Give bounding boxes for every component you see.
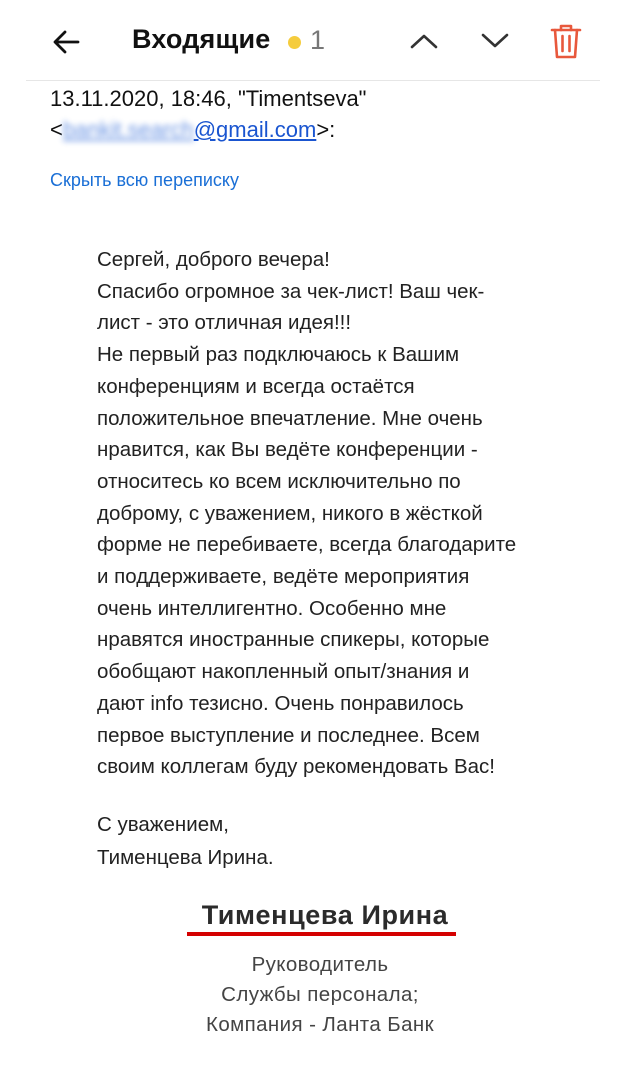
- previous-message-button[interactable]: [407, 26, 441, 56]
- message-date-sender: 13.11.2020, 18:46, "Timentseva": [50, 86, 367, 111]
- closing-line: С уважением,: [97, 813, 229, 836]
- email-close-bracket: >:: [316, 117, 336, 142]
- body-line: лист - это отличная идея!!!: [97, 311, 352, 335]
- chevron-up-icon: [409, 32, 439, 50]
- body-line: нравится, как Вы ведёте конференции -: [97, 438, 478, 462]
- delete-button[interactable]: [548, 22, 584, 60]
- chevron-down-icon: [480, 32, 510, 50]
- message-closing: [97, 808, 274, 874]
- sender-email-line: [50, 117, 335, 143]
- arrow-left-icon: [52, 30, 80, 54]
- signature-role-line: Службы персонала;: [221, 983, 419, 1006]
- signature-name: Тименцева Ирина: [201, 900, 449, 930]
- signature-role-line: Компания - Ланта Банк: [205, 1013, 434, 1036]
- body-line: Сергей, доброго вечера!: [97, 248, 330, 271]
- body-line: конференциям и всегда остаётся: [97, 374, 415, 398]
- body-line: Спасибо огромное за чек-лист! Ваш чек-: [97, 279, 485, 303]
- sender-email-user-blurred: bankit.search: [62, 117, 194, 142]
- signature-underline: [187, 932, 456, 936]
- sender-email-link[interactable]: @gmail.com: [193, 117, 317, 142]
- signature-role-line: Руководитель: [251, 953, 389, 976]
- closing-line: Тименцева Ирина.: [97, 846, 274, 869]
- body-line: Не первый раз подключаюсь к Вашим: [97, 343, 460, 367]
- hide-thread-link[interactable]: Скрыть всю переписку: [50, 170, 239, 190]
- message-body: [97, 244, 597, 783]
- email-open-bracket: <: [50, 117, 63, 142]
- body-line: относитесь ко всем исключительно по: [97, 469, 461, 493]
- body-line: очень интеллигентно. Особенно мне: [97, 596, 447, 620]
- unread-dot-icon: [288, 36, 301, 49]
- trash-icon: [550, 23, 582, 59]
- folder-title: Входящие: [132, 24, 271, 54]
- body-line: положительное впечатление. Мне очень: [97, 406, 483, 430]
- body-line: дают info тезисно. Очень понравилось: [97, 691, 464, 715]
- body-line: нравятся иностранные спикеры, которые: [97, 628, 490, 652]
- unread-count: 1: [310, 25, 326, 55]
- next-message-button[interactable]: [478, 26, 512, 56]
- body-line: своим коллегам буду рекомендовать Вас!: [97, 755, 495, 779]
- body-line: форме не перебиваете, всегда благодарите: [97, 533, 517, 557]
- signature-block: [0, 900, 640, 931]
- body-line: первое выступление и последнее. Всем: [97, 723, 480, 747]
- back-button[interactable]: [50, 26, 82, 58]
- header-divider: [26, 80, 600, 81]
- top-bar: [0, 0, 640, 80]
- body-line: доброму, с уважением, никого в жёсткой: [97, 501, 483, 525]
- body-line: обобщают накопленный опыт/знания и: [97, 660, 470, 684]
- body-line: и поддерживаете, ведёте мероприятия: [97, 565, 470, 589]
